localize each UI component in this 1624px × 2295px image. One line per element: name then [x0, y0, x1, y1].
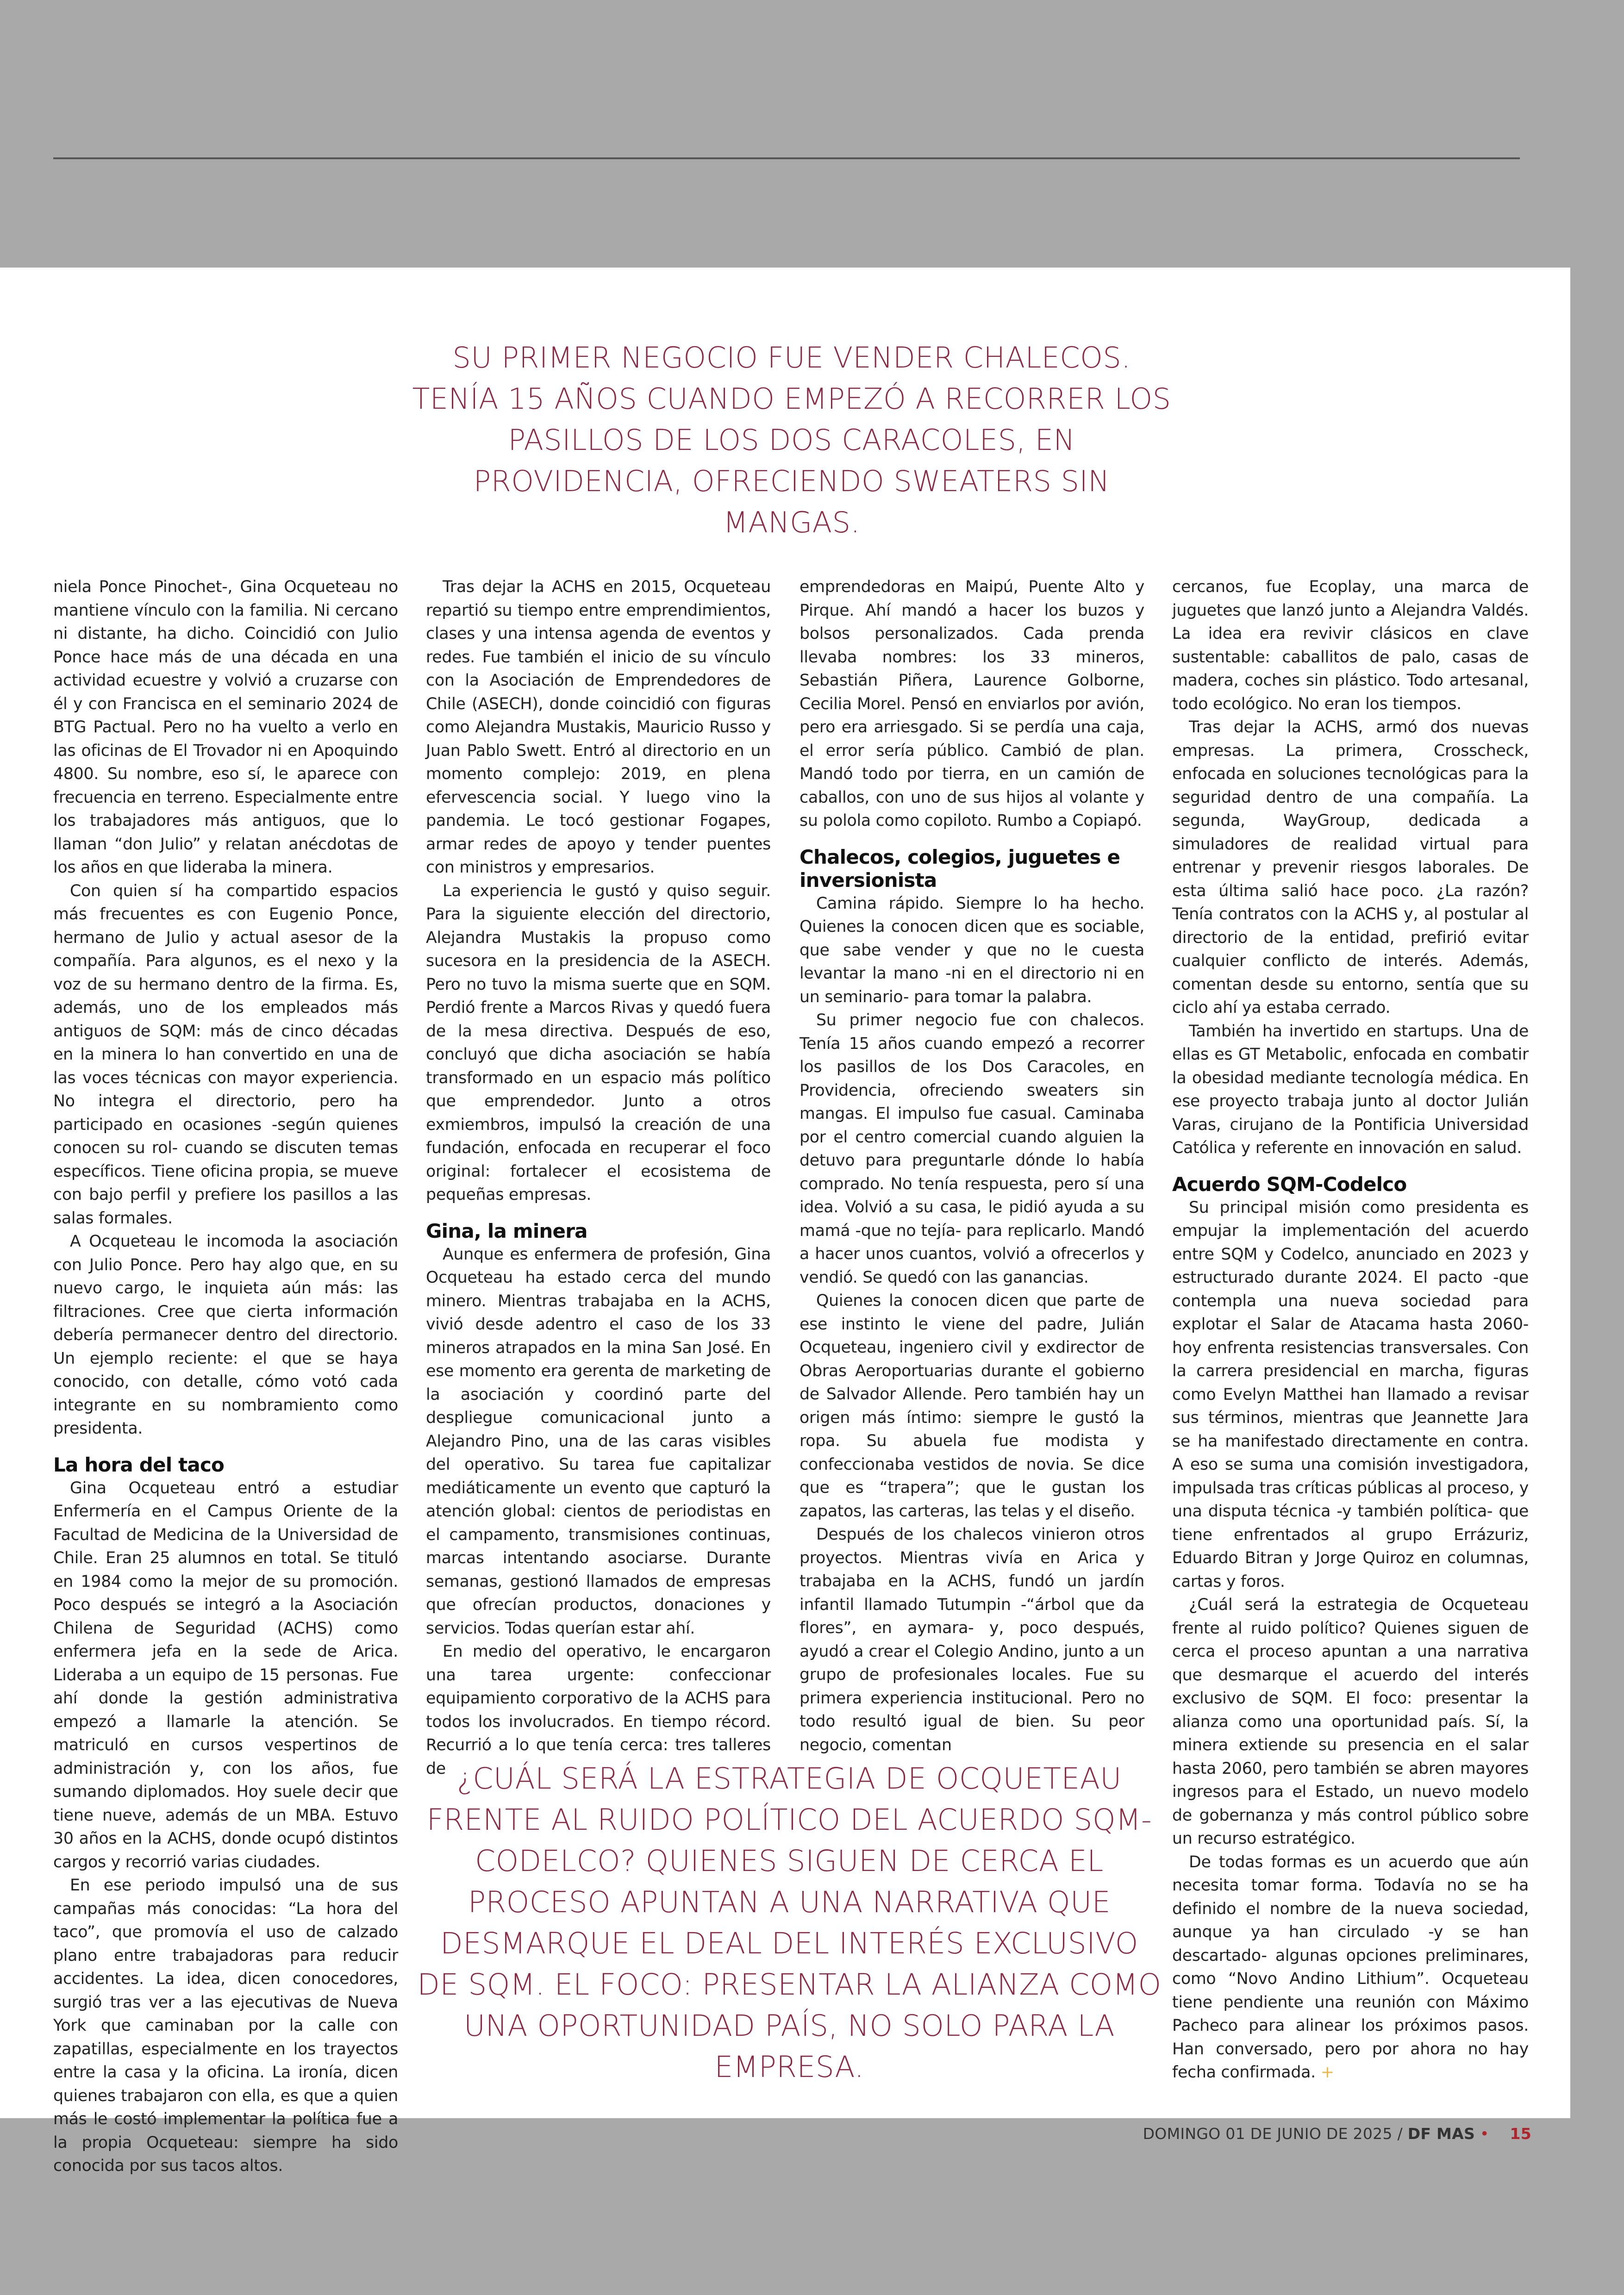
paragraph: Su primer negocio fue con chalecos. Tenía 15 años cuando empezó a recorrer los pasillos de los Dos Caracoles, en Providencia, ofreciendo sweaters sin mangas. El impulso fue casual. Caminaba por el centro comercial cuando alguien la detuvo para preguntarle dónde lo había comprado. No tenía respuesta, pero sí una idea. Volvió a su casa, le pidió ayuda a su mamá -que no tejía- para replicarlo. Mandó a hacer unos cuantos, volvió a ofrecerlos y vendió. Se quedó con las ganancias.	[800, 1011, 1144, 1287]
paragraph: niela Ponce Pinochet-, Gina Ocqueteau no mantiene vínculo con la familia. Ni cercano ni distante, ha dicho. Coincidió con Julio Ponce hace más de una década en una actividad ecuestre y volvió a cruzarse con él y con Francisca en el seminario 2024 de BTG Pactual. Pero no ha vuelto a verlo en las oficinas de El Trovador ni en Apoquindo 4800. Su nombre, eso sí, le aparece con frecuencia en terreno. Especialmente entre los trabajadores más antiguos, que lo llaman “don Julio” y relatan anécdotas de los años en que lideraba la minera.	[53, 578, 398, 877]
paragraph-text: De todas formas es un acuerdo que aún necesita tomar forma. Todavía no se ha definido el nombre de la nueva sociedad, aunque ya han circulado -y se han descartado- algunas opciones preliminares, como “Novo Andino Lithium”. Ocqueteau tiene pendiente una reunión con Máximo Pacheco para alinear los próximos pasos. Han conversado, pero por ahora no hay fecha confirmada.	[1172, 1852, 1529, 2082]
paragraph: Tras dejar la ACHS, armó dos nuevas empresas. La primera, Crosscheck, enfocada en soluciones tecnológicas para la seguridad dentro de una compañía. La segunda, WayGroup, dedicada a simuladores de realidad virtual para entrenar y prevenir riesgos laborales. De esta última salió hace poco. ¿La razón? Tenía contratos con la ACHS y, al postular al directorio de la entidad, prefirió evitar cualquier conflicto de interés. Además, comentan desde su entorno, sentía que su ciclo ahí ya estaba cerrado.	[1172, 718, 1529, 1017]
paragraph: cercanos, fue Ecoplay, una marca de juguetes que lanzó junto a Alejandra Valdés. La idea era revivir clásicos en clave sustentable: caballitos de palo, casas de madera, coches sin plástico. Todo artesanal, todo ecológico. No eran los tiempos.	[1172, 578, 1529, 713]
pull-quote-bottom: ¿CUÁL SERÁ LA ESTRATEGIA DE OCQUETEAU FRENTE AL RUIDO POLÍTICO DEL ACUERDO SQM-CODELCO? QUIENES SIGUEN DE CERCA EL PROCESO APUNTAN A UNA NARRATIVA QUE DESMARQUE EL DEAL DEL INTERÉS EXCLUSIVO DE SQM. EL FOCO: PRESENTAR LA ALIANZA COMO UNA OPORTUNIDAD PAÍS, NO SOLO PARA LA EMPRESA.	[417, 1762, 1162, 2084]
paragraph: Aunque es enfermera de profesión, Gina Ocqueteau ha estado cerca del mundo minero. Mientras trabajaba en la ACHS, vivió desde adentro el caso de los 33 mineros atrapados en la mina San José. En ese momento era gerenta de marketing de la asociación y coordinó parte del despliegue comunicacional junto a Alejandro Pino, una de las caras visibles del operativo. Su tarea fue capitalizar mediáticamente un evento que capturó la atención global: cientos de periodistas en el campamento, transmisiones continuas, marcas intentando asociarse. Durante semanas, gestionó llamados de empresas que ofrecían productos, donaciones y servicios. Todas querían estar ahí.	[426, 1245, 771, 1638]
paragraph: En medio del operativo, le encargaron una tarea urgente: confeccionar equipamiento corporativo de la ACHS para todos los involucrados. En tiempo récord. Recurrió a lo que tenía cerca: tres talleres de	[426, 1642, 771, 1778]
section-heading: Gina, la minera	[426, 1219, 587, 1242]
paragraph	[1172, 1851, 1529, 2084]
end-mark-icon: +	[1320, 2063, 1334, 2082]
page-footer	[1143, 2125, 1531, 2143]
paragraph: Su principal misión como presidenta es empujar la implementación del acuerdo entre SQM y Codelco, anunciado en 2023 y estructurado durante 2024. El pacto -que contempla una nueva sociedad para explotar el Salar de Atacama hasta 2060- hoy enfrenta resistencias transversales. Con la carrera presidencial en marcha, figuras como Evelyn Matthei han llamado a revisar sus términos, mientras que Jeannette Jara se ha manifestado directamente en contra. A eso se suma una comisión investigadora, impulsada tras críticas públicas al proceso, y una disputa técnica -y también política- que tiene enfrentados al grupo Errázuriz, Eduardo Bitran y Jorge Quiroz en columnas, cartas y foros.	[1172, 1198, 1529, 1591]
pull-quote-top: SU PRIMER NEGOCIO FUE VENDER CHALECOS. TENÍA 15 AÑOS CUANDO EMPEZÓ A RECORRER LOS PASILLOS DE LOS DOS CARACOLES, EN PROVIDENCIA, OFRECIENDO SWEATERS SIN MANGAS.	[412, 341, 1171, 539]
paragraph: Camina rápido. Siempre lo ha hecho. Quienes la conocen dicen que es sociable, que sabe vender y que no le cuesta levantar la mano -ni en el directorio ni en un seminario- para tomar la palabra.	[800, 894, 1144, 1006]
section-heading: La hora del taco	[53, 1453, 225, 1476]
column-4	[1172, 575, 1529, 2084]
paragraph: En ese periodo impulsó una de sus campañas más conocidas: “La hora del taco”, que promovía el uso de calzado plano entre trabajadoras para reducir accidentes. La idea, dicen conocedores, surgió tras ver a las ejecutivas de Nueva York que caminaban por la calle con zapatillas, especialmente en los trayectos entre la casa y la oficina. La ironía, dicen quienes trabajaron con ella, es que a quien más le costó implementar la política fue a la propia Ocqueteau: siempre ha sido conocida por sus tacos altos.	[53, 1876, 398, 2175]
paragraph: emprendedoras en Maipú, Puente Alto y Pirque. Ahí mandó a hacer los buzos y bolsos personalizados. Cada prenda llevaba nombres: los 33 mineros, Sebastián Piñera, Laurence Golborne, Cecilia Morel. Pensó en enviarlos por avión, pero era arriesgado. Si se perdía una caja, el error sería público. Cambió de plan. Mandó todo por tierra, en un camión de caballos, con uno de sus hijos al volante y su polola como copiloto. Rumbo a Copiapó.	[800, 578, 1144, 830]
section-heading: Acuerdo SQM-Codelco	[1172, 1172, 1407, 1196]
paragraph: La experiencia le gustó y quiso seguir. Para la siguiente elección del directorio, Alejandra Mustakis la propuso como sucesora en la presidencia de la ASECH. Pero no tuvo la misma suerte que en SQM. Perdió frente a Marcos Rivas y quedó fuera de la mesa directiva. Después de eso, concluyó que dicha asociación se había transformado en un espacio más político que emprendedor. Junto a otros exmiembros, impulsó la creación de una fundación, enfocada en recuperar el foco original: fortalecer el ecosistema de pequeñas empresas.	[426, 881, 771, 1204]
top-rule	[53, 157, 1520, 159]
paragraph: Quienes la conocen dicen que parte de ese instinto le viene del padre, Julián Ocqueteau, ingeniero civil y exdirector de Obras Aeroportuarias durante el gobierno de Salvador Allende. Pero también hay un origen más íntimo: siempre le gustó la ropa. Su abuela fue modista y confeccionaba vestidos de novia. Se dice que es “trapera”; que le gustan los zapatos, las carteras, las telas y el diseño.	[800, 1291, 1144, 1521]
column-1	[53, 575, 398, 2178]
footer-publication: DF MAS	[1407, 2125, 1475, 2143]
paragraph: Con quien sí ha compartido espacios más frecuentes es con Eugenio Ponce, hermano de Julio y actual asesor de la compañía. Para algunos, es el nexo y la voz de su hermano dentro de la firma. Es, además, uno de los empleados más antiguos de SQM: más de cinco décadas en la minera lo han convertido en una de las voces técnicas con mayor experiencia. No integra el directorio, pero ha participado en ocasiones -según quienes conocen su rol- cuando se discuten temas específicos. Tiene oficina propia, se mueve con bajo perfil y prefiere los pasillos a las salas formales.	[53, 881, 398, 1228]
paragraph: Después de los chalecos vinieron otros proyectos. Mientras vivía en Arica y trabajaba en la ACHS, fundó un jardín infantil llamado Tutumpin -“árbol que da flores”, en aymara- y, poco después, ayudó a crear el Colegio Andino, junto a un grupo de profesionales locales. Fue su primera experiencia institucional. Pero no todo resultó igual de bien. Su peor negocio, comentan	[800, 1525, 1144, 1754]
column-3	[800, 575, 1144, 1757]
paragraph: También ha invertido en startups. Una de ellas es GT Metabolic, enfocada en combatir la obesidad mediante tecnología médica. En ese proyecto trabaja junto al doctor Julián Varas, cirujano de la Pontificia Universidad Católica y referente en innovación en salud.	[1172, 1022, 1529, 1157]
page-number: 15	[1510, 2125, 1531, 2143]
paragraph: ¿Cuál será la estrategia de Ocqueteau frente al ruido político? Quienes siguen de cerca el proceso apuntan a una narrativa que desmarque el acuerdo del interés exclusivo de SQM. El foco: presentar la alianza como una oportunidad país. Sí, la minera extiende su presencia en el salar hasta 2060, pero también se abren mayores ingresos para el Estado, un nuevo modelo de gobernanza y más control público sobre un recurso estratégico.	[1172, 1596, 1529, 1848]
footer-bullet: •	[1480, 2125, 1489, 2143]
footer-date: DOMINGO 01 DE JUNIO DE 2025 /	[1143, 2125, 1403, 2143]
column-2	[426, 575, 771, 1780]
section-heading: Chalecos, colegios, juguetes e inversionista	[800, 845, 1120, 892]
paragraph: A Ocqueteau le incomoda la asociación con Julio Ponce. Pero hay algo que, en su nuevo cargo, le inquieta aún más: las filtraciones. Cree que cierta información debería permanecer dentro del directorio. Un ejemplo reciente: el que se haya conocido, con detalle, cómo votó cada integrante en su nombramiento como presidenta.	[53, 1232, 398, 1438]
paragraph: Tras dejar la ACHS en 2015, Ocqueteau repartió su tiempo entre emprendimientos, clases y una intensa agenda de eventos y redes. Fue también el inicio de su vínculo con la Asociación de Emprendedores de Chile (ASECH), donde coincidió con figuras como Alejandra Mustakis, Mauricio Russo y Juan Pablo Swett. Entró al directorio en un momento complejo: 2019, en plena efervescencia social. Y luego vino la pandemia. Le tocó gestionar Fogapes, armar redes de apoyo y tender puentes con ministros y empresarios.	[426, 578, 771, 877]
paragraph: Gina Ocqueteau entró a estudiar Enfermería en el Campus Oriente de la Facultad de Medicina de la Universidad de Chile. Eran 25 alumnos en total. Se tituló en 1984 como la mejor de su promoción. Poco después se integró a la Asociación Chilena de Seguridad (ACHS) como enfermera jefa en la sede de Arica. Lideraba a un equipo de 15 personas. Fue ahí donde la gestión administrativa empezó a llamarle la atención. Se matriculó en cursos vespertinos de administración y, con los años, fue sumando diplomados. Hoy suele decir que tiene nueve, además de un MBA. Estuvo 30 años en la ACHS, donde ocupó distintos cargos y recorrió varias ciudades.	[53, 1478, 398, 1871]
